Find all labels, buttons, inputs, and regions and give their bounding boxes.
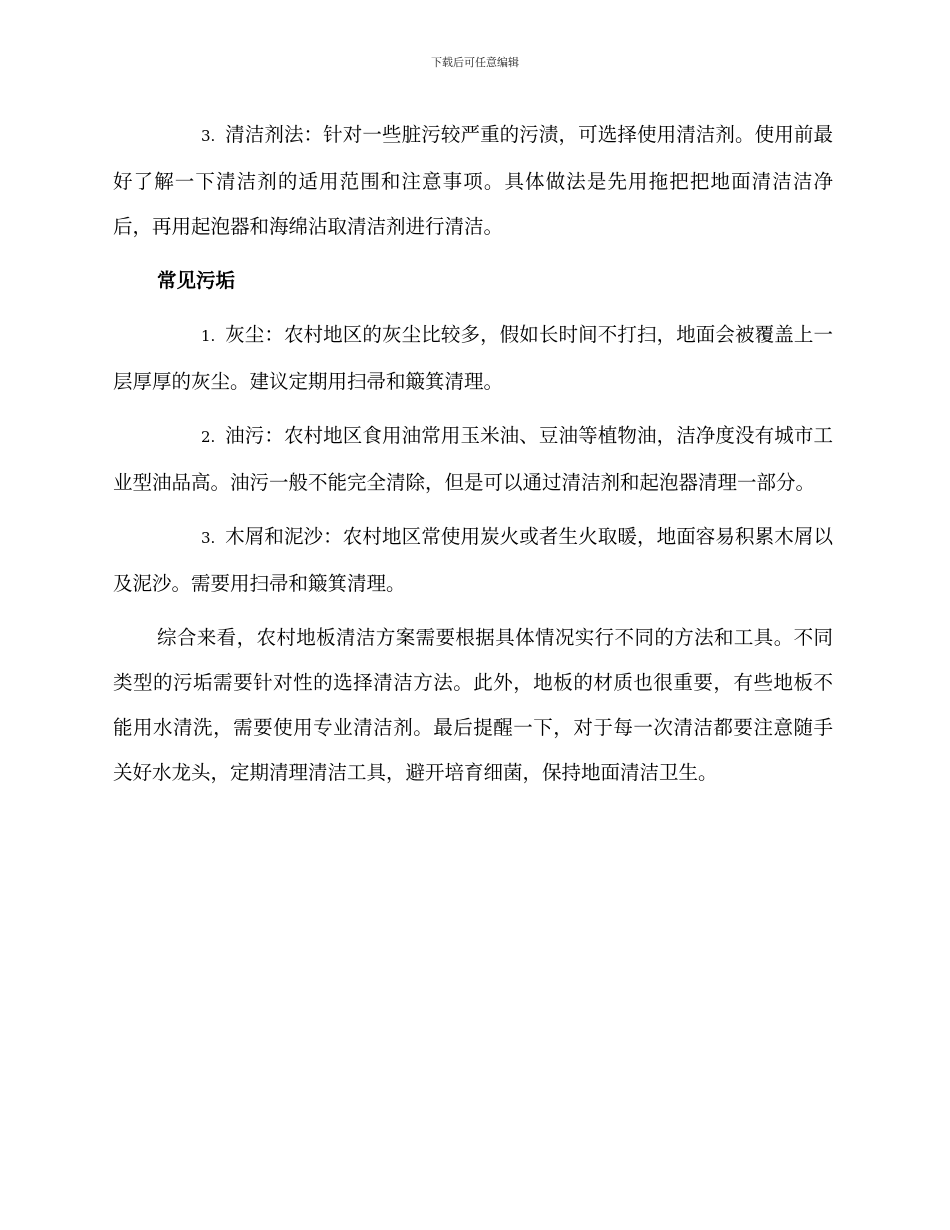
list-number: 1. <box>201 327 216 345</box>
method-item-text: 清洁剂法：针对一些脏污较严重的污渍，可选择使用清洁剂。使用前最好了解一下清洁剂的适用范围和注意事项。具体做法是先用拖把把地面清洁洁净后，再用起泡器和海绵沾取清洁剂进行清洁。 <box>113 123 833 238</box>
list-number: 2. <box>201 428 216 446</box>
stain-item-3 <box>113 514 833 606</box>
document-body <box>113 112 833 804</box>
stain-item-text: 油污：农村地区食用油常用玉米油、豆油等植物油，洁净度没有城市工业型油品高。油污一般不能完全清除，但是可以通过清洁剂和起泡器清理一部分。 <box>113 424 833 494</box>
stain-item-text: 灰尘：农村地区的灰尘比较多，假如长时间不打扫，地面会被覆盖上一层厚厚的灰尘。建议定期用扫帚和簸箕清理。 <box>113 323 833 393</box>
list-number: 3. <box>201 529 216 547</box>
page-header: 下载后可任意编辑 <box>431 56 519 69</box>
stain-item-text: 木屑和泥沙：农村地区常使用炭火或者生火取暖，地面容易积累木屑以及泥沙。需要用扫帚和簸箕清理。 <box>113 525 833 595</box>
method-item-3 <box>113 112 833 249</box>
list-number: 3. <box>201 127 216 145</box>
section-heading: 常见污垢 <box>157 269 236 292</box>
stain-item-2 <box>113 413 833 505</box>
summary-paragraph: 综合来看，农村地板清洁方案需要根据具体情况实行不同的方法和工具。不同类型的污垢需要针对性的选择清洁方法。此外，地板的材质也很重要，有些地板不能用水清洗，需要使用专业清洁剂。最后提醒一下，对于每一次清洁都要注意随手关好水龙头，定期清理清洁工具，避开培育细菌，保持地面清洁卫生。 <box>113 626 833 784</box>
stain-item-1 <box>113 312 833 404</box>
